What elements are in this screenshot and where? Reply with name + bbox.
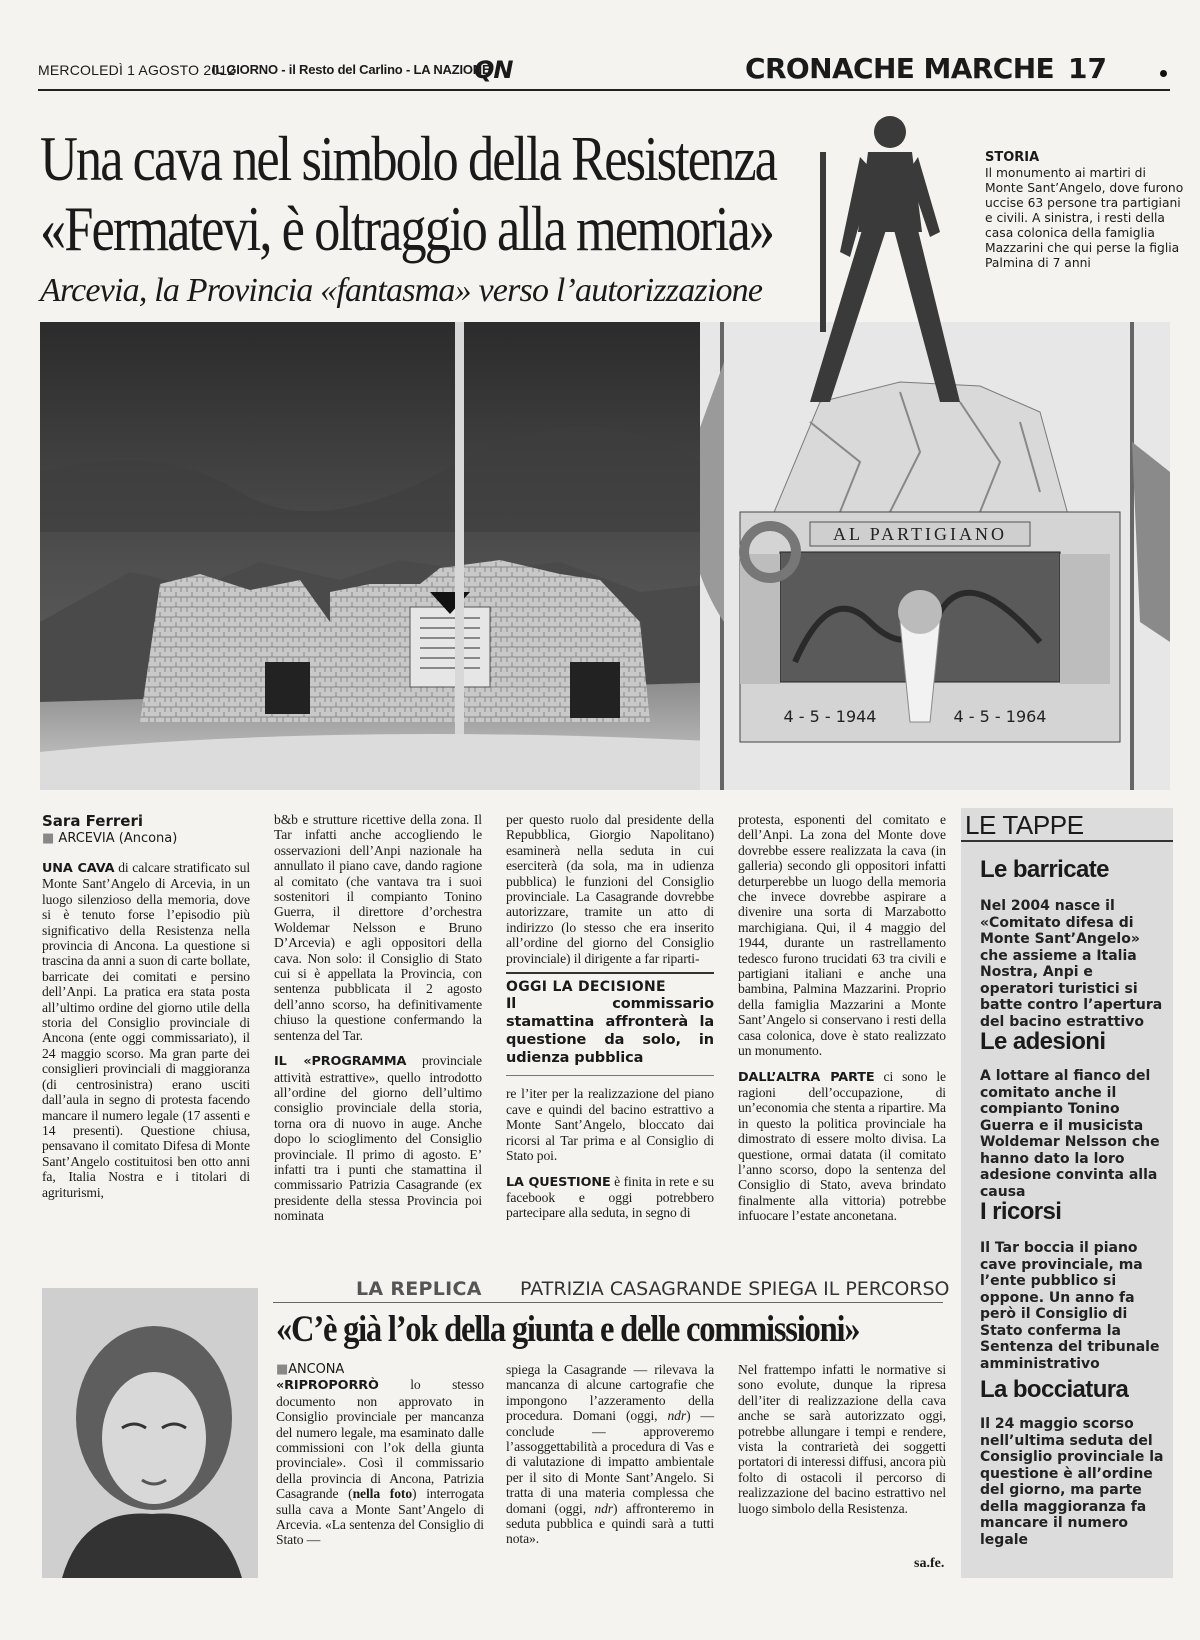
decision-box xyxy=(506,972,714,1067)
qn-logo: QN xyxy=(474,56,513,84)
article-column-2 xyxy=(274,812,482,1224)
corner-dot xyxy=(1160,70,1167,77)
headline-subtitle: Arcevia, la Provincia «fantasma» verso l’autorizzazione xyxy=(40,272,763,309)
replica-column-1 xyxy=(276,1362,484,1548)
replica-headline: «C’è già l’ok della giunta e delle commissioni» xyxy=(276,1309,860,1350)
replica-kicker: LA REPLICA xyxy=(356,1278,482,1300)
replica-rule xyxy=(273,1302,943,1303)
headline-line-2: «Fermatevi, è oltraggio alla memoria» xyxy=(40,193,774,264)
tappe-heading-2: Le adesioni xyxy=(980,1028,1106,1055)
ruins-photo xyxy=(40,322,730,790)
replica-text-2b: ) — conclude — approveremo l’assoggettabilità a procedura di Vas e di valutazione di impatto ambientale per il sito di Monte Sant’Angelo. Si tratta di una materia complessa che domani (oggi, xyxy=(506,1408,714,1516)
partisan-statue xyxy=(790,112,1000,412)
replica-column-3: Nel frattempo infatti le normative si sono evolute, dunque la ripresa dell’iter di realizzazione della cava anche se sarà autorizzato oggi, potrebbe allungare i tempi e rendere, vista la contrarietà dei soggetti portatori di interessi diffusi, ancora più folto di ostacoli il percorso di realizzazione del bacino estrattivo nel luogo simbolo della Resistenza. xyxy=(738,1362,946,1516)
headline-line-1: Una cava nel simbolo della Resistenza xyxy=(40,123,776,194)
replica-lead: «RIPROPORRÒ xyxy=(276,1378,379,1394)
page-number: 17 xyxy=(1068,52,1107,85)
section-title: CRONACHE MARCHE xyxy=(745,52,1055,85)
tappe-heading-3: I ricorsi xyxy=(980,1198,1062,1225)
replica-text-2c: ) affronteremo in seduta pubblica e quindi sarà a tutti nota». xyxy=(506,1500,715,1547)
issue-date: MERCOLEDÌ 1 AGOSTO 2012 xyxy=(38,62,236,78)
replica-ndr-1: ndr xyxy=(667,1408,687,1424)
tappe-text-4: Il 24 maggio scorso nell’ultima seduta del Consiglio provinciale la questione è all’ordine del giorno, ma parte della maggioranza fa mancare il numero legale xyxy=(980,1416,1164,1548)
monument-date-left: 4 - 5 - 1944 xyxy=(783,707,877,726)
replica-ndr-2: ndr xyxy=(594,1500,613,1516)
newspaper-names: IL GIORNO - il Resto del Carlino - LA NAZIONE xyxy=(212,62,491,77)
replica-kicker-text: PATRIZIA CASAGRANDE SPIEGA IL PERCORSO xyxy=(520,1278,950,1300)
replica-text-1b: ) interrogata sulla cava a Monte Sant’Angelo di Arcevia. «La sentenza del Consiglio di Stato — xyxy=(276,1486,484,1548)
column-1-text: di calcare stratificato sul Monte Sant’Angelo di Arcevia, in un luogo silenzioso della memoria, dove si è tenuto forse l’episodio più significativo della Resistenza nella provincia di Ancona. La questione si trascina da anni a suon di carte bollate, barricate dei comitati e persino dell’Anpi. La pratica era stata posta all’ultimo ordine del giorno utile della storia del Consiglio provinciale di Ancona (ente oggi commissariato), il 24 maggio scorso. Ma gran parte dei consiglieri provinciali di maggioranza (di centrosinistra) erano usciti dall’aula in segno di protesta facendo mancare il numero legale (17 assenti e 14 presenti). Questione chiusa, pensavano il comitato Difesa di Monte Sant’Angelo costituitosi ben otto anni fa, Italia Nostra e i titolari di agriturismi, xyxy=(42,860,250,1200)
replica-column-2 xyxy=(506,1362,714,1547)
column-2-text-2: provinciale attività estrattive», quello introdotto all’ordine del giorno dell’ultimo consiglio provinciale della storia, torna ora di nuovo in auge. Anche dopo lo scioglimento del Consiglio provinciale. Il primo di agosto. E’ infatti tra i punti che stamattina il commissario Patrizia Casagrande (ex presidente della stessa Provincia poi nominata xyxy=(274,1053,482,1224)
column-3-text: per questo ruolo dal presidente della Repubblica, Giorgio Napolitano) esaminerà nella seduta in cui eserciterà (da sola, ma in udienza pubblica) le funzioni del Consiglio provinciale. La Casagrande dovrebbe autorizzare, tramite un atto di indirizzo (lo stesso che era inserito all’ordine del giorno del Consiglio provinciale) il dirigente a far riparti- xyxy=(506,812,714,966)
tappe-heading-4: La bocciatura xyxy=(980,1376,1129,1403)
decision-text: Il commissario stamattina affronterà la questione da solo, in udienza pubblica xyxy=(506,996,714,1067)
article-column-1 xyxy=(42,860,250,1200)
monument-inscription: AL PARTIGIANO xyxy=(832,524,1008,544)
decision-kicker: OGGI LA DECISIONE xyxy=(506,979,666,996)
article-column-4 xyxy=(738,812,946,1224)
article-dateline: ■ ARCEVIA (Ancona) xyxy=(42,831,178,846)
column-3-text-3: è finita in rete e su facebook e oggi potrebbero partecipare alla seduta, in segno di xyxy=(506,1173,714,1221)
monument-date-right: 4 - 5 - 1964 xyxy=(953,707,1047,726)
replica-dateline: ■ANCONA xyxy=(276,1362,345,1377)
replica-signature: sa.fe. xyxy=(914,1556,945,1571)
tappe-rule xyxy=(961,840,1173,842)
byline: Sara Ferreri xyxy=(42,812,143,830)
column-3-text-2: re l’iter per la realizzazione del piano cave e quindi del bacino estrattivo a Monte Sant’Angelo, bloccato dai ricorsi al Tar prima e al Consiglio di Stato poi. xyxy=(506,1075,714,1163)
tappe-heading-1: Le barricate xyxy=(980,856,1109,883)
caption-text: Il monumento ai martiri di Monte Sant’Angelo, dove furono uccise 63 persone tra partigiani e civili. A sinistra, i resti della casa colonica della famiglia Mazzarini che qui perse la figlia Palmina di 7 anni xyxy=(985,166,1184,270)
column-4-text-2: ci sono le ragioni dell’occupazione, di un’economia che stenta a ripartire. Ma in questo la politica provinciale ha dimostrato di essere molto divisa. La questione, ormai datata (il comitato l’anno scorso, dopo la sentenza del Consiglio di Stato, aveva brindato finalmente alla vittoria) potrebbe infuocare l’estate anconetana. xyxy=(738,1068,946,1224)
column-4-text: protesta, esponenti del comitato e dell’Anpi. La zona del Monte dove dovrebbe essere realizzata la cava (in galleria) secondo gli oppositori infatti deturperebbe un luogo della memoria che invece dovrebbe aspirare a divenire una sorta di Marzabotto marchigiana. Qui, il 4 maggio del 1944, durante un rastrellamento tedesco furono trucidati 63 tra civili e partigiani italiani e anche una bambina, Palmina Mazzarini. Proprio della famiglia Mazzarini a Monte Sant’Angelo si conservano i resti della casa colonica, dove è stato realizzato un monumento. xyxy=(738,812,946,1059)
replica-text-2a: spiega la Casagrande — rilevava la mancanza di alcune cartografie che impongono l’azzeramento della procedura. Domani (oggi, xyxy=(506,1362,714,1424)
tappe-title: LE TAPPE xyxy=(965,810,1084,840)
article-column-3 xyxy=(506,812,714,1221)
column-1-lead: UNA CAVA xyxy=(42,861,115,876)
replica-photo-ref: nella foto xyxy=(352,1486,413,1502)
tappe-text-1: Nel 2004 nasce il «Comitato difesa di Monte Sant’Angelo» che assieme a Italia Nostra, Anpi e operatori turistici si batte contro l’apertura del bacino estrattivo xyxy=(980,898,1163,1030)
header-rule xyxy=(38,89,1170,91)
column-2-lead: IL «PROGRAMMA xyxy=(274,1054,407,1070)
replica-text-1: lo stesso documento non approvato in Consiglio provinciale per mancanza del numero legale, ma esaminato dalle commissioni con l’ok della giunta provinciale». Così il commissario della provincia di Ancona, Patrizia Casagrande ( xyxy=(276,1377,484,1502)
tappe-text-3: Il Tar boccia il piano cave provinciale, ma l’ente pubblico si oppone. Un anno fa però il Consiglio di Stato conferma la Sentenza del tribunale amministrativo xyxy=(980,1240,1160,1372)
column-2-text: b&b e strutture ricettive della zona. Il Tar infatti anche accogliendo le osservazioni dell’Anpi nazionale ha annullato il piano cave, dando ragione al comitato (che vantava tra i suoi sostenitori il compianto Tonino Guerra, il direttore d’orchestra Woldemar Nelsson e Bruno D’Arcevia) e agli oppositori della cava. Non solo: il Consiglio di Stato cui si è appellata la Provincia, con sentenza pubblicata il 2 agosto dell’anno scorso, ha definitivamente chiuso la questione confermando la sentenza del Tar. xyxy=(274,812,482,1043)
tappe-text-2: A lottare al fianco del comitato anche il compianto Tonino Guerra e il musicista Woldemar Nelsson che hanno dato la loro adesione convinta alla causa xyxy=(980,1068,1160,1200)
casagrande-portrait xyxy=(42,1288,258,1578)
column-4-lead: DALL’ALTRA PARTE xyxy=(738,1069,875,1085)
column-3-lead: LA QUESTIONE xyxy=(506,1174,611,1190)
caption-kicker: STORIA xyxy=(985,150,1040,165)
